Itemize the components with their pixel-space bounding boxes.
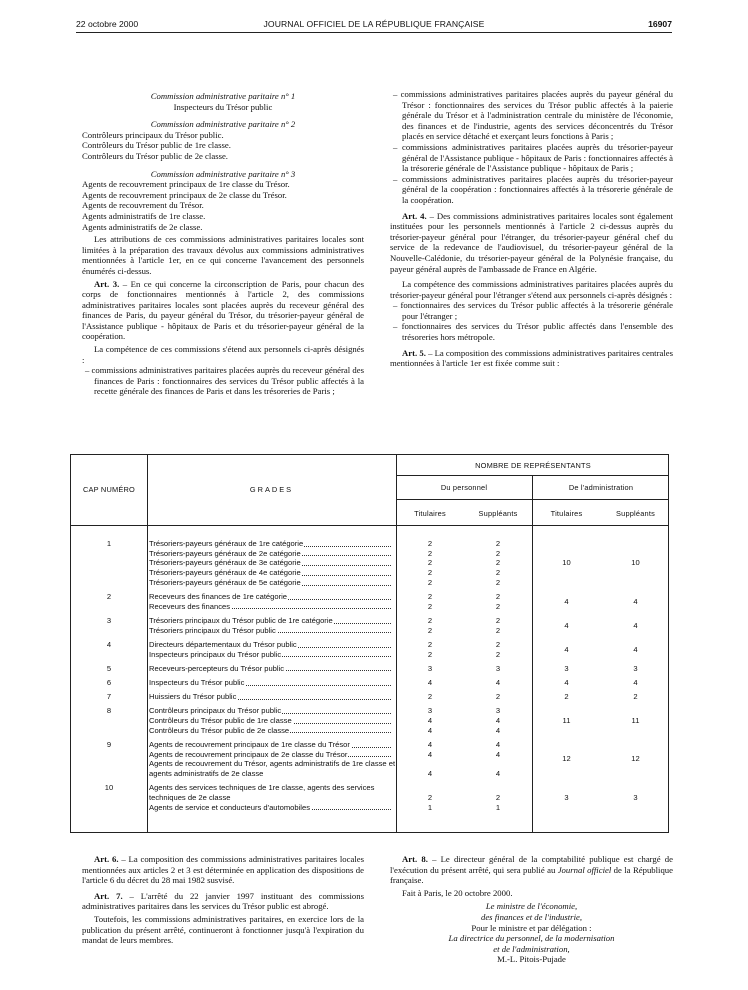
header-date: 22 octobre 2000 <box>76 19 139 29</box>
suppleants-personnel: 2 <box>495 601 501 611</box>
suppleants-administration: 12 <box>631 754 640 764</box>
titulaires-personnel: 2 <box>427 592 433 601</box>
titulaires-administration: 12 <box>562 754 571 764</box>
representatives-table <box>70 454 669 833</box>
article-3-text: – En ce qui concerne la circonscription de Paris, pour chacun des corps de fonctionnaires mentionnés à l'article 2, des commissions administratives paritaires locales sont placées auprès du receveur général des finances de Paris, du payeur général du Trésor, du trésorier-payeur général de l'Assistance publique - hôpitaux de Paris et du trésorier-payeur général de la coopération. <box>82 278 364 342</box>
titulaires-administration: 10 <box>562 558 571 568</box>
header-personnel: Du personnel <box>440 483 488 492</box>
header-titulaires: Titulaires <box>550 509 583 518</box>
cap2-title: Commission administrative paritaire n° 2 <box>150 119 296 130</box>
suppleants-administration: 3 <box>633 663 638 673</box>
cap-number: 7 <box>106 692 112 702</box>
dash-item: – commissions administratives paritaires placées auprès du trésorier-payeur général de la coopération : fonctionnaires affectés à la trésorerie générale de la coopération. <box>393 173 673 205</box>
table-rule <box>71 525 668 526</box>
toutefois-paragraph: Toutefois, les commissions administratives paritaires, en exercice lors de la publication du présent arrêté, continueront à fonctionner jusqu'à l'expiration du mandat de leurs membres. <box>82 913 364 946</box>
titulaires-administration: 2 <box>564 692 569 702</box>
cap1-line: Inspecteurs du Trésor public <box>173 101 273 112</box>
grade-label: Trésoriers principaux du Trésor public de 1re catégorie <box>149 616 391 626</box>
article-3-label: Art. 3. <box>94 278 120 289</box>
grade-label: Agents des services techniques de 1re classe, agents des services techniques de 2e classe <box>149 783 375 802</box>
suppleants-personnel: 2 <box>495 692 501 702</box>
article-4 <box>390 211 673 275</box>
cap-number: 2 <box>106 592 112 601</box>
signature-director: La directrice du personnel, de la modernisation <box>448 933 615 944</box>
header-cap: CAP NUMÉRO <box>83 485 135 494</box>
suppleants-administration: 4 <box>633 620 638 630</box>
suppleants-administration: 2 <box>633 692 638 702</box>
cap-number: 1 <box>106 539 112 548</box>
titulaires-personnel: 4 <box>427 749 433 759</box>
titulaires-personnel: 2 <box>427 639 433 649</box>
article-4-label: Art. 4. <box>402 210 427 221</box>
article-7-text: – L'arrêté du 22 janvier 1997 instituant des commissions administratives paritaires dans les services du Trésor public est abrogé. <box>82 890 364 912</box>
article-8 <box>390 854 673 886</box>
header-suppleants: Suppléants <box>478 509 518 518</box>
suppleants-personnel: 3 <box>495 663 501 673</box>
suppleants-administration: 10 <box>631 558 640 568</box>
suppleants-personnel: 2 <box>495 592 501 601</box>
cap-number: 10 <box>104 783 114 793</box>
article-6-label: Art. 6. <box>94 854 119 864</box>
dash-item: – fonctionnaires des services du Trésor public affectés à la trésorerie générale pour l'étranger ; <box>393 300 673 321</box>
header-page-number: 16907 <box>648 19 672 29</box>
suppleants-personnel: 4 <box>495 739 501 749</box>
titulaires-personnel: 2 <box>427 615 433 625</box>
suppleants-administration: 4 <box>633 677 638 687</box>
titulaires-personnel: 2 <box>427 568 433 578</box>
article-5-label: Art. 5. <box>402 347 426 358</box>
titulaires-personnel: 2 <box>427 649 433 659</box>
grade-label: Agents de recouvrement du Trésor, agents administratifs de 1re classe et agents administratifs de 2e classe <box>149 759 396 778</box>
signature-name: M.-L. Pitois-Pujade <box>497 954 566 965</box>
cap-number: 9 <box>106 739 112 749</box>
titulaires-personnel: 4 <box>427 769 433 778</box>
grade-label: Huissiers du Trésor public <box>149 692 391 702</box>
titulaires-personnel: 2 <box>427 577 433 587</box>
suppleants-administration: 4 <box>633 596 638 606</box>
titulaires-personnel: 2 <box>427 625 433 635</box>
competence-paragraph: La compétence de ces commissions s'étend aux personnels ci-après désignés : <box>82 344 364 365</box>
suppleants-personnel: 2 <box>495 558 501 568</box>
grade-label: Contrôleurs du Trésor public de 2e classe <box>149 726 391 736</box>
page-header <box>76 19 672 31</box>
titulaires-administration: 11 <box>562 716 571 725</box>
article-7-label: Art. 7. <box>94 890 123 901</box>
signature-minister-2: des finances et de l'industrie, <box>480 911 583 922</box>
header-rule <box>76 32 672 33</box>
suppleants-personnel: 4 <box>495 677 501 687</box>
titulaires-personnel: 2 <box>427 539 433 548</box>
titulaires-personnel: 2 <box>427 692 433 702</box>
dash-item: – fonctionnaires des services du Trésor public affectés dans l'ensemble des trésoreries hors métropole. <box>393 321 673 343</box>
suppleants-administration: 11 <box>631 716 640 725</box>
suppleants-administration: 4 <box>633 644 638 654</box>
titulaires-personnel: 3 <box>427 706 433 716</box>
titulaires-administration: 4 <box>564 596 569 606</box>
article-8-text: – Le directeur général de la comptabilité publique est chargé de l'exécution du présent arrêté, qui sera publié au <box>390 854 673 875</box>
cap3-line: Agents administratifs de 1re classe. <box>82 210 206 221</box>
cap3-line: Agents de recouvrement du Trésor. <box>82 200 204 211</box>
titulaires-personnel: 1 <box>427 802 433 812</box>
right-column <box>390 89 673 369</box>
suppleants-personnel: 4 <box>495 716 501 725</box>
grade-label: Agents de recouvrement principaux de 2e classe du Trésor <box>149 750 391 760</box>
table-rule <box>396 499 668 500</box>
signature-director-2: et de l'administration, <box>493 943 570 954</box>
header-suppleants: Suppléants <box>616 509 655 518</box>
header-titulaires: Titulaires <box>414 509 446 518</box>
suppleants-personnel: 2 <box>495 639 501 649</box>
suppleants-personnel: 3 <box>495 706 501 716</box>
grade-label: Trésoriers-payeurs généraux de 4e catégorie <box>149 568 391 578</box>
header-grades: GRADES <box>249 485 294 494</box>
article-8-label: Art. 8. <box>402 854 428 864</box>
titulaires-administration: 3 <box>564 792 569 802</box>
suppleants-personnel: 2 <box>495 649 501 659</box>
titulaires-administration: 4 <box>564 677 569 687</box>
header-title: JOURNAL OFFICIEL DE LA RÉPUBLIQUE FRANÇAISE <box>263 19 485 29</box>
titulaires-administration: 4 <box>564 620 569 630</box>
suppleants-personnel: 4 <box>495 725 501 735</box>
cap-number: 6 <box>106 677 112 687</box>
cap-number: 5 <box>106 663 112 673</box>
titulaires-administration: 4 <box>564 644 569 654</box>
suppleants-personnel: 2 <box>495 539 501 548</box>
suppleants-personnel: 2 <box>495 792 501 802</box>
suppleants-personnel: 2 <box>495 615 501 625</box>
suppleants-personnel: 4 <box>495 749 501 759</box>
bottom-left-column <box>82 852 364 946</box>
titulaires-personnel: 4 <box>427 716 433 725</box>
grade-label: Contrôleurs du Trésor public de 1re classe <box>149 716 391 726</box>
titulaires-personnel: 2 <box>427 601 433 611</box>
article-5-text: – La composition des commissions administratives paritaires centrales mentionnées à l'article 1er est fixée comme suit : <box>390 347 673 369</box>
table-divider <box>147 455 148 832</box>
grade-label: Inspecteurs principaux du Trésor public <box>149 650 391 660</box>
titulaires-personnel: 4 <box>427 677 433 687</box>
cap1-title: Commission administrative paritaire n° 1 <box>150 91 296 101</box>
bottom-right-column <box>390 852 673 965</box>
titulaires-personnel: 3 <box>427 663 433 673</box>
titulaires-personnel: 2 <box>427 548 433 558</box>
fait-a-paris: Fait à Paris, le 20 octobre 2000. <box>402 887 513 898</box>
titulaires-administration: 3 <box>564 663 569 673</box>
grade-label: Receveurs des finances de 1re catégorie <box>149 592 391 602</box>
suppleants-personnel: 2 <box>495 568 501 578</box>
grade-label: Trésoriers-payeurs généraux de 1re catégorie <box>149 539 391 549</box>
cap-number: 4 <box>106 639 112 649</box>
table-rule <box>396 475 668 476</box>
grade-label: Trésoriers-payeurs généraux de 3e catégorie <box>149 558 391 568</box>
suppleants-personnel: 4 <box>495 769 501 778</box>
article-6-text: – La composition des commissions administratives paritaires locales mentionnées aux articles 2 et 3 est déterminée en application des dispositions de l'article 6 du décret du 28 mai 1982 susvisé. <box>82 854 364 886</box>
attributions-paragraph: Les attributions de ces commissions administratives paritaires locales sont limitées à la préparation des travaux dévolus aux commissions administratives mentionnées à l'article 1er, en ce qui concerne l'avancement des personnels énumérés ci-dessus. <box>82 234 364 276</box>
suppleants-administration: 3 <box>633 792 638 802</box>
article-8-text-end: de la République française. <box>390 864 673 886</box>
grade-label: Trésoriers-payeurs généraux de 5e catégorie <box>149 578 391 588</box>
cap-number: 8 <box>106 706 112 716</box>
cap2-line: Contrôleurs du Trésor public de 2e classe. <box>82 150 228 161</box>
article-6 <box>82 854 364 886</box>
grade-label: Trésoriers-payeurs généraux de 2e catégorie <box>149 549 391 559</box>
article-7 <box>82 891 364 912</box>
grade-label: Directeurs départementaux du Trésor public <box>149 640 391 650</box>
article-5 <box>390 348 673 369</box>
cap-number: 3 <box>106 615 112 625</box>
article-4-text: – Des commissions administratives paritaires locales sont également instituées pour les personnels mentionnés à l'article 2 ci-dessus auprès du trésorier-payeur général pour l'étranger, du trésorier-payeur général chef du service de la redevance de l'audiovisuel, du trésorier-payeur général de la Nouvelle-Calédonie, du trésorier-payeur général de la Polynésie française, du payeur général auprès de l'ambassade de France en Algérie. <box>390 210 673 274</box>
suppleants-personnel: 2 <box>495 625 501 635</box>
left-column <box>82 91 364 397</box>
cap3-line: Agents de recouvrement principaux de 1re classe du Trésor. <box>82 179 290 190</box>
header-administration: De l'administration <box>568 483 634 492</box>
cap2-line: Contrôleurs du Trésor public de 1re classe. <box>82 140 231 151</box>
journal-officiel-reference: Journal officiel <box>557 864 612 875</box>
suppleants-personnel: 2 <box>495 548 501 558</box>
grade-label: Agents de service et conducteurs d'automobiles <box>149 803 391 813</box>
grade-label: Receveurs des finances <box>149 602 391 612</box>
titulaires-personnel: 2 <box>427 558 433 568</box>
grade-label: Inspecteurs du Trésor public <box>149 678 391 688</box>
suppleants-personnel: 2 <box>495 577 501 587</box>
signature-delegation: Pour le ministre et par délégation : <box>471 922 592 933</box>
grade-label: Contrôleurs principaux du Trésor public <box>149 706 391 716</box>
article-3 <box>82 279 364 343</box>
cap3-line: Agents de recouvrement principaux de 2e classe du Trésor. <box>82 189 287 200</box>
titulaires-personnel: 2 <box>427 792 433 802</box>
dash-item: – commissions administratives paritaires placées auprès du trésorier-payeur général de l'Assistance publique - hôpitaux de Paris : fonctionnaires affectés à la trésorerie générale de l'Assistance publique - hôpitaux de Paris ; <box>393 141 673 174</box>
cap3-title: Commission administrative paritaire n° 3 <box>150 168 296 179</box>
grade-label: Receveurs-percepteurs du Trésor public <box>149 664 391 674</box>
cap3-line: Agents administratifs de 2e classe. <box>82 221 203 232</box>
cap2-line: Contrôleurs principaux du Trésor public. <box>82 129 224 140</box>
titulaires-personnel: 4 <box>427 725 433 735</box>
signature-minister: Le ministre de l'économie, <box>485 901 578 912</box>
suppleants-personnel: 1 <box>495 802 501 812</box>
dash-item: – commissions administratives paritaires placées auprès du receveur général des finances de Paris : fonctionnaires des services du Trésor public affectés à la recette générale des finances de Paris et dans les trésoreries de Paris ; <box>85 365 364 397</box>
header-nombre: NOMBRE DE REPRÉSENTANTS <box>475 461 591 470</box>
competence-paragraph-2: La compétence des commissions administratives paritaires placées auprès du trésorier-payeur général pour l'étranger s'étend aux personnels ci-après désignés : <box>390 279 673 300</box>
grade-label: Trésoriers principaux du Trésor public <box>149 626 391 636</box>
grade-label: Agents de recouvrement principaux de 1re classe du Trésor <box>149 740 391 750</box>
titulaires-personnel: 4 <box>427 739 433 749</box>
dash-item: – commissions administratives paritaires placées auprès du payeur général du Trésor : fonctionnaires des services du Trésor public affectés à la paierie générale du Trésor et à l'administration centrale du ministère de l'économie, des finances et de l'industrie, agents des services déconcentrés du Trésor placés en service détaché et exerçant leurs fonctions à Paris ; <box>393 89 673 142</box>
